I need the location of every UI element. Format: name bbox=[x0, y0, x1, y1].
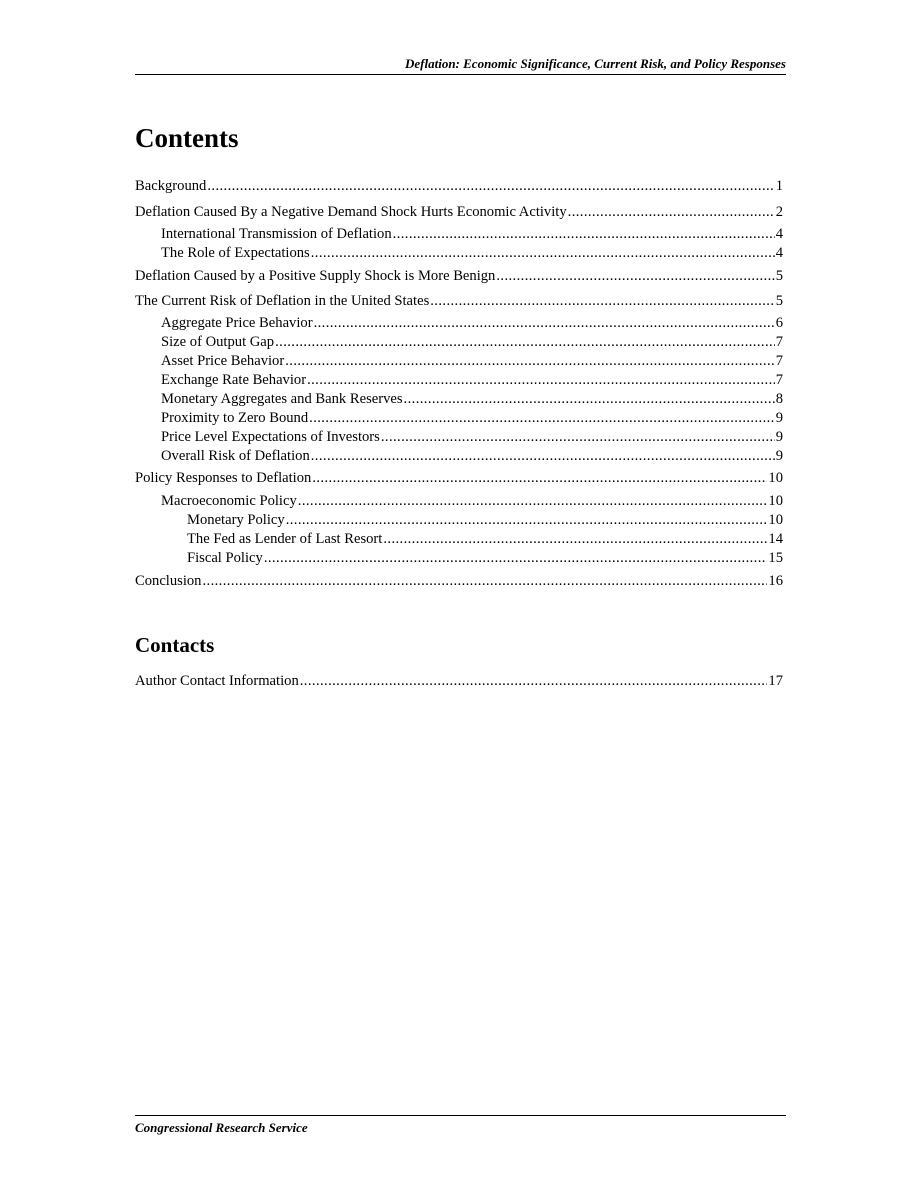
toc-entry-monetary-policy[interactable] bbox=[187, 511, 783, 529]
toc-page-number: 15 bbox=[768, 550, 783, 566]
toc-entry-label: Aggregate Price Behavior bbox=[161, 315, 313, 331]
toc-page-number: 5 bbox=[775, 268, 783, 284]
toc-entry-current-risk[interactable] bbox=[135, 292, 783, 310]
toc-entry-lender-of-last-resort[interactable] bbox=[187, 530, 783, 548]
toc-entry-fiscal-policy[interactable] bbox=[187, 549, 783, 567]
toc-page-number: 10 bbox=[768, 470, 783, 486]
toc-entry-exchange-rate[interactable] bbox=[161, 371, 783, 389]
toc-page-number: 8 bbox=[775, 391, 783, 407]
toc-entry-label: Size of Output Gap bbox=[161, 334, 275, 350]
toc-entry-macroeconomic-policy[interactable] bbox=[161, 492, 783, 510]
toc-entry-label: Asset Price Behavior bbox=[161, 353, 285, 369]
toc-entry-label: Monetary Policy bbox=[187, 512, 285, 528]
toc-page-number: 7 bbox=[775, 334, 783, 350]
toc-page-number: 7 bbox=[775, 372, 783, 388]
toc-page-number: 9 bbox=[775, 429, 783, 445]
toc-entry-label: Exchange Rate Behavior bbox=[161, 372, 307, 388]
toc-entry-label: Deflation Caused by a Positive Supply Shock is More Benign bbox=[135, 268, 496, 284]
toc-page-number: 10 bbox=[768, 493, 783, 509]
toc-entry-policy-responses[interactable] bbox=[135, 469, 783, 487]
toc-page-number: 1 bbox=[775, 178, 783, 194]
toc-page-number: 4 bbox=[775, 226, 783, 242]
toc-entry-label: Policy Responses to Deflation bbox=[135, 470, 312, 486]
toc-entry-zero-bound[interactable] bbox=[161, 409, 783, 427]
toc-page-number: 9 bbox=[775, 448, 783, 464]
toc-entry-monetary-aggregates[interactable] bbox=[161, 390, 783, 408]
toc-page-number: 7 bbox=[775, 353, 783, 369]
toc-page-number: 17 bbox=[768, 673, 783, 689]
toc-entry-label: International Transmission of Deflation bbox=[161, 226, 392, 242]
toc-page-number: 4 bbox=[775, 245, 783, 261]
toc-entry-positive-supply-shock[interactable] bbox=[135, 267, 783, 285]
toc-entry-aggregate-price[interactable] bbox=[161, 314, 783, 332]
toc-entry-label: Overall Risk of Deflation bbox=[161, 448, 310, 464]
toc-entry-output-gap[interactable] bbox=[161, 333, 783, 351]
toc-entry-label: Monetary Aggregates and Bank Reserves bbox=[161, 391, 403, 407]
contents-heading: Contents bbox=[135, 123, 239, 153]
toc-entry-overall-risk[interactable] bbox=[161, 447, 783, 465]
toc-page-number: 6 bbox=[775, 315, 783, 331]
toc-page-number: 14 bbox=[768, 531, 783, 547]
toc-entry-background[interactable] bbox=[135, 177, 783, 195]
toc-page-number: 9 bbox=[775, 410, 783, 426]
toc-entry-label: Conclusion bbox=[135, 573, 202, 589]
toc-entry-author-contact[interactable] bbox=[135, 672, 783, 690]
toc-page-number: 16 bbox=[768, 573, 783, 589]
toc-entry-role-of-expectations[interactable] bbox=[161, 244, 783, 262]
toc-entry-label: The Role of Expectations bbox=[161, 245, 310, 261]
running-footer: Congressional Research Service bbox=[135, 1115, 786, 1136]
toc-entry-label: Proximity to Zero Bound bbox=[161, 410, 309, 426]
toc-entry-label: Macroeconomic Policy bbox=[161, 493, 297, 509]
toc-entry-international-transmission[interactable] bbox=[161, 225, 783, 243]
toc-page-number: 5 bbox=[775, 293, 783, 309]
toc-entry-conclusion[interactable] bbox=[135, 572, 783, 590]
toc-entry-label: Deflation Caused By a Negative Demand Shock Hurts Economic Activity bbox=[135, 204, 567, 220]
toc-entry-label: The Fed as Lender of Last Resort bbox=[187, 531, 383, 547]
toc-entry-label: Author Contact Information bbox=[135, 673, 299, 689]
running-header: Deflation: Economic Significance, Current Risk, and Policy Responses bbox=[135, 56, 786, 75]
toc-entry-price-level-expectations[interactable] bbox=[161, 428, 783, 446]
contacts-heading: Contacts bbox=[135, 633, 215, 657]
toc-page-number: 10 bbox=[768, 512, 783, 528]
toc-entry-negative-demand-shock[interactable] bbox=[135, 203, 783, 221]
toc-entry-asset-price[interactable] bbox=[161, 352, 783, 370]
toc-entry-label: Background bbox=[135, 178, 207, 194]
toc-entry-label: Fiscal Policy bbox=[187, 550, 263, 566]
toc-entry-label: Price Level Expectations of Investors bbox=[161, 429, 380, 445]
toc-entry-label: The Current Risk of Deflation in the United States bbox=[135, 293, 430, 309]
toc-page-number: 2 bbox=[775, 204, 783, 220]
